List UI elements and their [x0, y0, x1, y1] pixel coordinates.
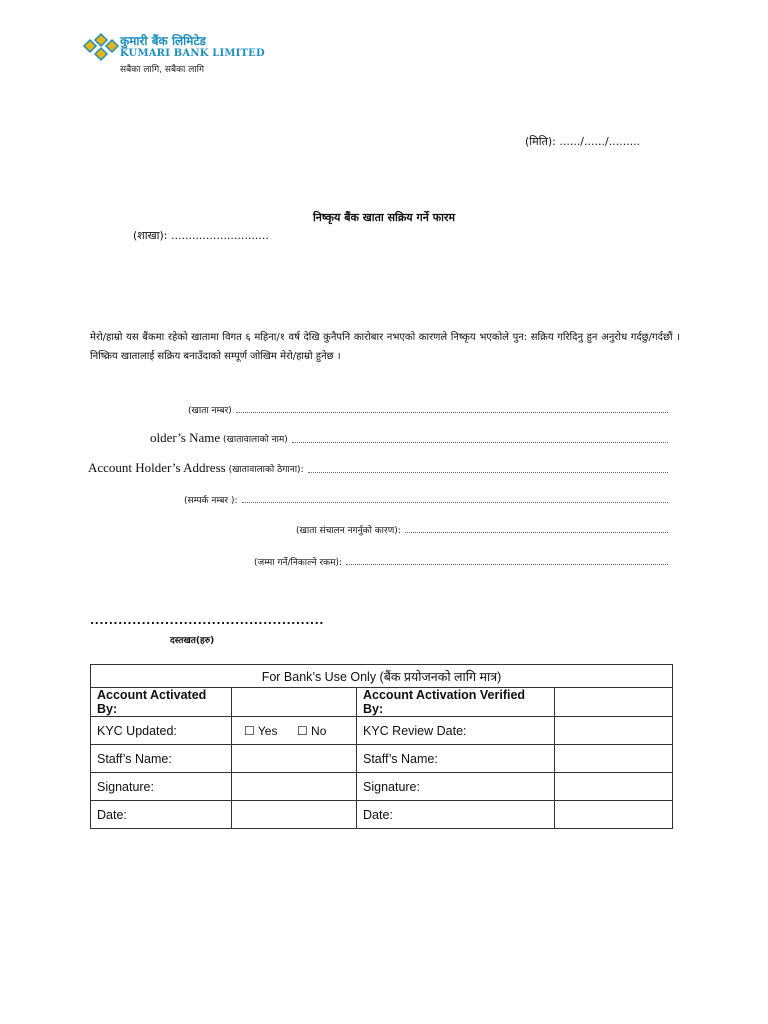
account-holder-address-field[interactable] [88, 460, 668, 476]
staff-name-cell[interactable] [232, 745, 357, 773]
date-cell[interactable] [232, 801, 357, 829]
account-number-field[interactable] [88, 400, 668, 416]
date-label-right: Date: [357, 801, 555, 829]
dotted-line [292, 441, 668, 443]
account-holder-name-field[interactable] [88, 430, 668, 446]
account-activated-by-cell[interactable] [232, 688, 357, 717]
kyc-review-date-cell[interactable] [555, 717, 673, 745]
signature-label: दस्तखत(हरु) [170, 636, 215, 646]
logo-name-nepali: कुमारी बैंक लिमिटेड [120, 34, 206, 48]
bank-use-table [90, 664, 673, 829]
contact-number-field[interactable] [88, 490, 668, 506]
signature-label-right: Signature: [357, 773, 555, 801]
no-checkbox[interactable]: ☐ No [296, 723, 327, 738]
signature-line[interactable]: .................................................. [90, 614, 324, 627]
kyc-review-date-label: KYC Review Date: [357, 717, 555, 745]
field-label: Account Holder’s Address (खातावालाको ठेगाना): [88, 460, 304, 475]
yes-checkbox[interactable]: ☐ Yes [244, 723, 278, 738]
logo-name-english: KUMARI BANK LIMITED [120, 48, 265, 59]
dotted-line [346, 563, 668, 565]
signature-cell-right[interactable] [555, 773, 673, 801]
field-label: (खाता संचालन नगर्नुको कारण): [296, 526, 401, 536]
account-activated-by-label: Account Activated By: [91, 688, 232, 717]
activation-verified-by-label: Account Activation Verified By: [357, 688, 555, 717]
kyc-updated-cell [232, 717, 357, 745]
signature-label-left: Signature: [91, 773, 232, 801]
staff-name-label-right: Staff’s Name: [357, 745, 555, 773]
request-paragraph: मेरो/हाम्रो यस बैंकमा रहेको खातामा विगत ६ महिना/१ वर्ष देखि कुनैपनि कारोबार नभएको कारणले निष्कृय भएकोले पुन: सक्रिय गरिदिनु हुन अनुरोध गर्दछु/गर्दछौं । निष्क्रिय खातालाई सक्रिय बनाउँदाको सम्पूर्ण जोखिम मेरो/हाम्रो हुनेछ । [90, 332, 680, 362]
form-title: निष्कृय बैंक खाता सक्रिय गर्ने फारम [312, 211, 456, 224]
branch-field[interactable]: (शाखा): ............................ [133, 229, 269, 242]
dotted-line [236, 411, 668, 413]
bank-logo [80, 32, 265, 76]
dotted-line [242, 501, 669, 503]
dotted-line [405, 531, 668, 533]
signature-cell[interactable] [232, 773, 357, 801]
logo-tagline: सबैका लागि, सबैका लागि [120, 65, 205, 75]
field-label: (सम्पर्क नम्बर ): [184, 496, 238, 506]
field-label: (जम्मा गर्ने/निकाल्ने रकम): [254, 558, 342, 568]
field-label: (खाता नम्बर) [188, 406, 232, 416]
activation-verified-by-cell[interactable] [555, 688, 673, 717]
amount-field[interactable] [88, 552, 668, 568]
staff-name-label: Staff’s Name: [91, 745, 232, 773]
bank-use-header: For Bank’s Use Only (बैंक प्रयोजनको लागि मात्र) [91, 665, 673, 688]
kyc-updated-label: KYC Updated: [91, 717, 232, 745]
dotted-line [308, 471, 668, 473]
reason-field[interactable] [88, 520, 668, 536]
staff-name-cell-right[interactable] [555, 745, 673, 773]
field-label: older’s Name (खातावालाको नाम) [150, 430, 288, 445]
diamond-logo-icon [80, 32, 122, 62]
date-label-left: Date: [91, 801, 232, 829]
date-cell-right[interactable] [555, 801, 673, 829]
date-field[interactable]: (मिति): ....../....../......... [525, 135, 641, 148]
